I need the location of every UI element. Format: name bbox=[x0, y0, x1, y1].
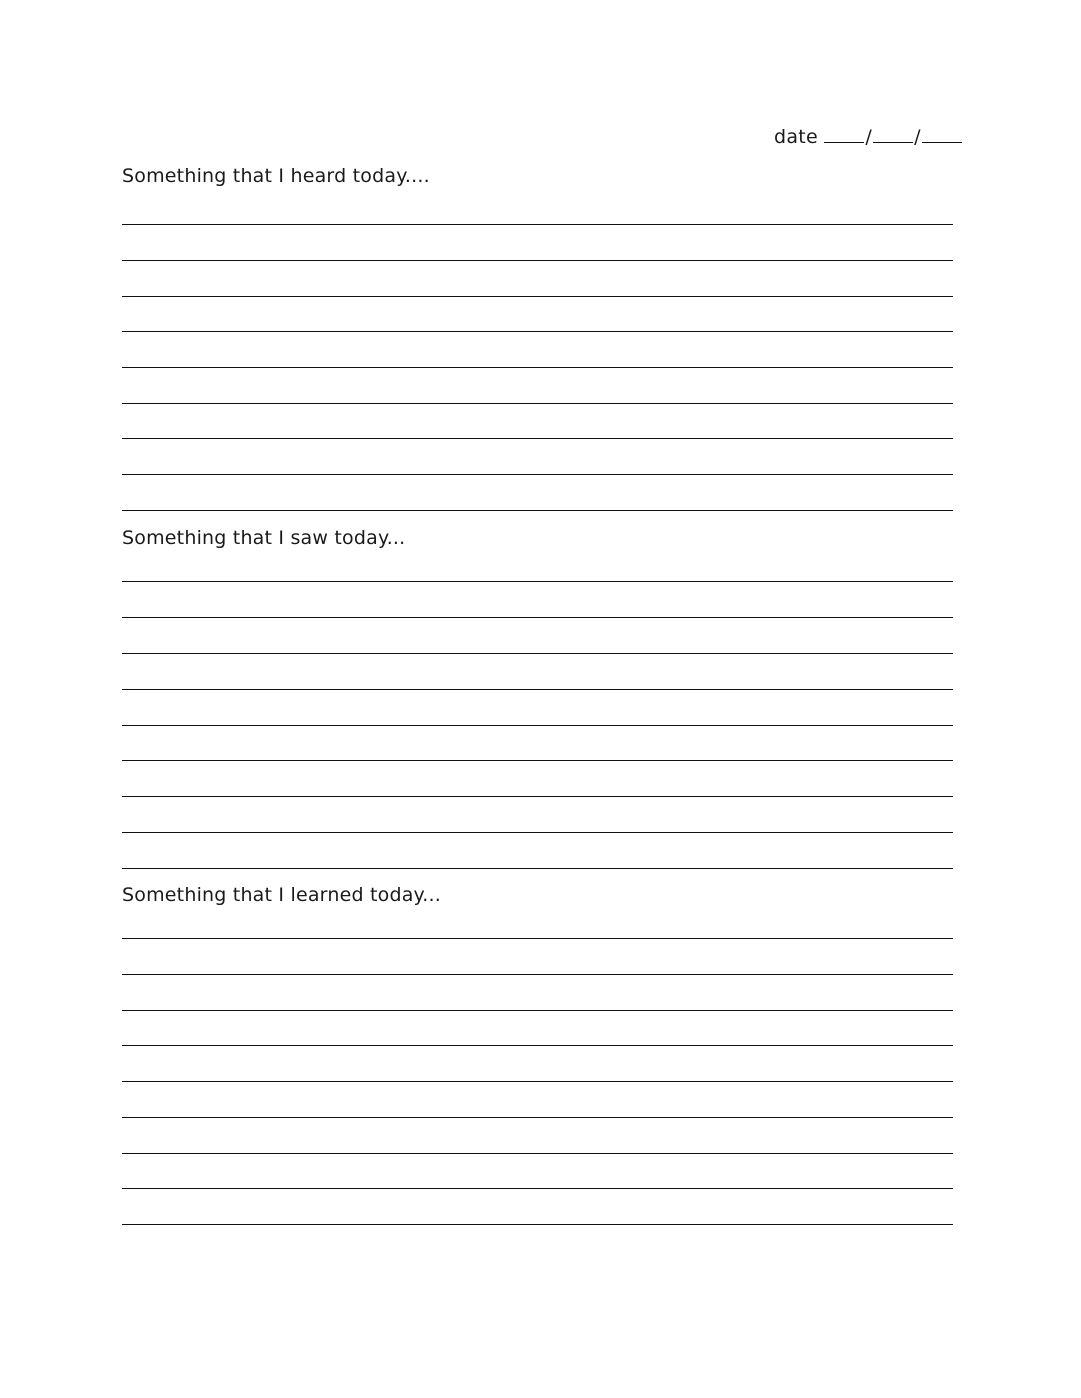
writing-line-saw[interactable] bbox=[122, 796, 953, 797]
writing-line-learned[interactable] bbox=[122, 1224, 953, 1225]
writing-line-learned[interactable] bbox=[122, 1045, 953, 1046]
writing-line-heard[interactable] bbox=[122, 296, 953, 297]
writing-line-heard[interactable] bbox=[122, 331, 953, 332]
writing-line-heard[interactable] bbox=[122, 403, 953, 404]
section-heading-saw: Something that I saw today... bbox=[122, 527, 406, 549]
date-year-blank[interactable] bbox=[922, 124, 962, 143]
writing-line-heard[interactable] bbox=[122, 474, 953, 475]
section-heading-learned: Something that I learned today... bbox=[122, 884, 442, 906]
date-field bbox=[774, 124, 962, 148]
date-day-blank[interactable] bbox=[873, 124, 913, 143]
writing-line-learned[interactable] bbox=[122, 1153, 953, 1154]
writing-line-saw[interactable] bbox=[122, 617, 953, 618]
writing-line-learned[interactable] bbox=[122, 1117, 953, 1118]
writing-line-learned[interactable] bbox=[122, 974, 953, 975]
section-heading-heard: Something that I heard today.... bbox=[122, 165, 430, 187]
writing-line-saw[interactable] bbox=[122, 581, 953, 582]
writing-line-saw[interactable] bbox=[122, 868, 953, 869]
writing-line-saw[interactable] bbox=[122, 832, 953, 833]
date-month-blank[interactable] bbox=[824, 124, 864, 143]
writing-line-heard[interactable] bbox=[122, 438, 953, 439]
date-separator: / bbox=[914, 126, 921, 148]
date-label: date bbox=[774, 126, 819, 148]
writing-line-heard[interactable] bbox=[122, 367, 953, 368]
writing-line-saw[interactable] bbox=[122, 725, 953, 726]
writing-line-learned[interactable] bbox=[122, 1188, 953, 1189]
writing-line-saw[interactable] bbox=[122, 760, 953, 761]
writing-line-heard[interactable] bbox=[122, 260, 953, 261]
writing-line-learned[interactable] bbox=[122, 938, 953, 939]
writing-line-heard[interactable] bbox=[122, 510, 953, 511]
writing-line-heard[interactable] bbox=[122, 224, 953, 225]
date-separator: / bbox=[865, 126, 873, 148]
writing-line-learned[interactable] bbox=[122, 1010, 953, 1011]
writing-line-saw[interactable] bbox=[122, 653, 953, 654]
writing-line-saw[interactable] bbox=[122, 689, 953, 690]
writing-line-learned[interactable] bbox=[122, 1081, 953, 1082]
